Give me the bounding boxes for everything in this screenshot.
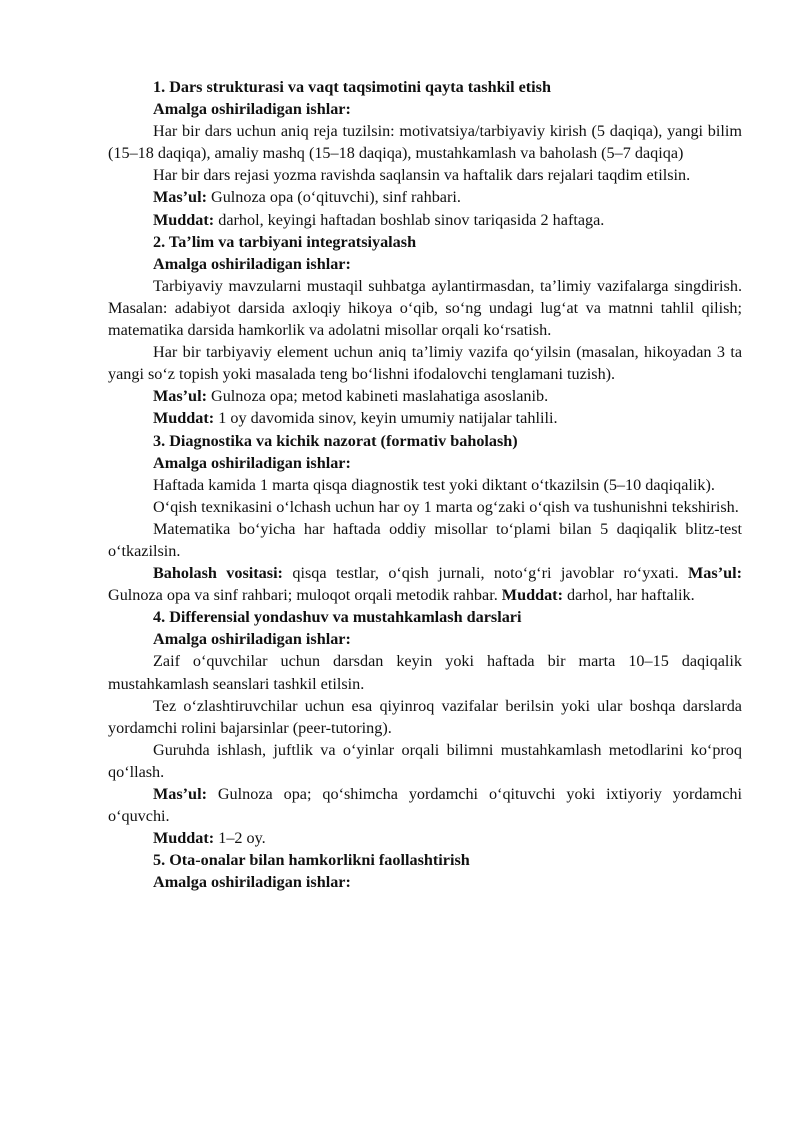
section-3-tool-responsible-deadline — [108, 562, 742, 606]
section-4-paragraph-1: Zaif o‘quvchilar uchun darsdan keyin yoki haftada bir marta 10–15 daqiqalik mustahkamlash seanslari tashkil etilsin. — [108, 652, 742, 693]
section-1-paragraph-1: Har bir dars uchun aniq reja tuzilsin: motivatsiya/tarbiyaviy kirish (5 daqiqa), yangi bilim (15–18 daqiqa), amaliy mashq (15–18 daqiqa), mustahkamlash va baholash (5–7 daqiqa) — [108, 122, 742, 163]
document-page — [108, 76, 742, 893]
tool-label: Baholash vositasi: — [153, 564, 283, 583]
responsible-text: Gulnoza opa; metod kabineti maslahatiga asoslanib. — [206, 387, 549, 406]
section-2-deadline — [108, 407, 742, 429]
section-4-tasks-label: Amalga oshiriladigan ishlar: — [153, 630, 351, 649]
section-3-paragraph-2: O‘qish texnikasini o‘lchash uchun har oy 1 marta og‘zaki o‘qish va tushunishni tekshirish. — [153, 497, 739, 516]
section-1-responsible — [108, 186, 742, 208]
section-3-paragraph-3: Matematika bo‘yicha har haftada oddiy misollar to‘plami bilan 5 daqiqalik blitz-test o‘tkazilsin. — [108, 519, 742, 560]
section-5-title: 5. Ota-onalar bilan hamkorlikni faollashtirish — [153, 851, 470, 870]
deadline-label: Muddat: — [153, 829, 215, 848]
tool-text: qisqa testlar, o‘qish jurnali, noto‘g‘ri javoblar ro‘yxati. — [282, 564, 689, 583]
section-2-title: 2. Ta’lim va tarbiyani integratsiyalash — [153, 232, 417, 251]
section-4-paragraph-3: Guruhda ishlash, juftlik va o‘yinlar orqali bilimni mustahkamlash metodlarini ko‘proq qo‘llash. — [108, 740, 742, 781]
responsible-text: Gulnoza opa; qo‘shimcha yordamchi o‘qituvchi yoki ixtiyoriy yordamchi o‘quvchi. — [108, 785, 742, 826]
deadline-text: 1–2 oy. — [214, 829, 266, 848]
section-1-tasks-label: Amalga oshiriladigan ishlar: — [153, 100, 351, 119]
section-4-paragraph-2: Tez o‘zlashtiruvchilar uchun esa qiyinroq vazifalar berilsin yoki ular boshqa darslarda yordamchi rolini bajarsinlar (peer-tutoring). — [108, 696, 742, 737]
section-3-tasks-label: Amalga oshiriladigan ishlar: — [153, 453, 351, 472]
section-1-title: 1. Dars strukturasi va vaqt taqsimotini qayta tashkil etish — [153, 78, 551, 96]
deadline-label: Muddat: — [501, 586, 563, 605]
section-4-title: 4. Differensial yondashuv va mustahkamlash darslari — [153, 608, 522, 627]
section-2-tasks-label: Amalga oshiriladigan ishlar: — [153, 254, 351, 273]
section-1-deadline — [108, 209, 742, 231]
responsible-label: Mas’ul: — [153, 188, 207, 207]
responsible-label: Mas’ul: — [153, 785, 207, 803]
responsible-label: Mas’ul: — [153, 387, 207, 406]
responsible-text: Gulnoza opa (o‘qituvchi), sinf rahbari. — [206, 188, 461, 207]
section-3-title: 3. Diagnostika va kichik nazorat (formativ baholash) — [153, 431, 518, 450]
section-5-tasks-label: Amalga oshiriladigan ishlar: — [153, 873, 351, 892]
deadline-text: 1 oy davomida sinov, keyin umumiy natijalar tahlili. — [214, 409, 558, 428]
section-3-paragraph-1: Haftada kamida 1 marta qisqa diagnostik test yoki diktant o‘tkazilsin (5–10 daqiqalik). — [153, 475, 715, 494]
deadline-text: darhol, har haftalik. — [562, 586, 695, 605]
deadline-label: Muddat: — [153, 210, 215, 229]
section-1-paragraph-2: Har bir dars rejasi yozma ravishda saqlansin va haftalik dars rejalari taqdim etilsin. — [153, 166, 691, 185]
deadline-label: Muddat: — [153, 409, 215, 428]
responsible-text: Gulnoza opa va sinf rahbari; muloqot orqali metodik rahbar. — [108, 586, 502, 605]
section-2-paragraph-2: Har bir tarbiyaviy element uchun aniq ta’limiy vazifa qo‘yilsin (masalan, hikoyadan 3 ta yangi so‘z topish yoki masalada teng bo‘lishni ifodalovchi tenglamani tuzish). — [108, 343, 742, 384]
deadline-text: darhol, keyingi haftadan boshlab sinov tariqasida 2 haftaga. — [214, 210, 605, 229]
section-2-paragraph-1: Tarbiyaviy mavzularni mustaqil suhbatga aylantirmasdan, ta’limiy vazifalarga singdirish. Masalan: adabiyot darsida axloqiy hikoya o‘qib, so‘ng undagi lug‘at va matnni tahlil qilish; matematika darsida hamkorlik va adolatni misollar orqali ko‘rsatish. — [108, 276, 742, 340]
section-2-responsible — [108, 385, 742, 407]
responsible-label: Mas’ul: — [688, 564, 742, 583]
section-4-deadline — [108, 827, 742, 849]
section-4-responsible — [108, 783, 742, 827]
